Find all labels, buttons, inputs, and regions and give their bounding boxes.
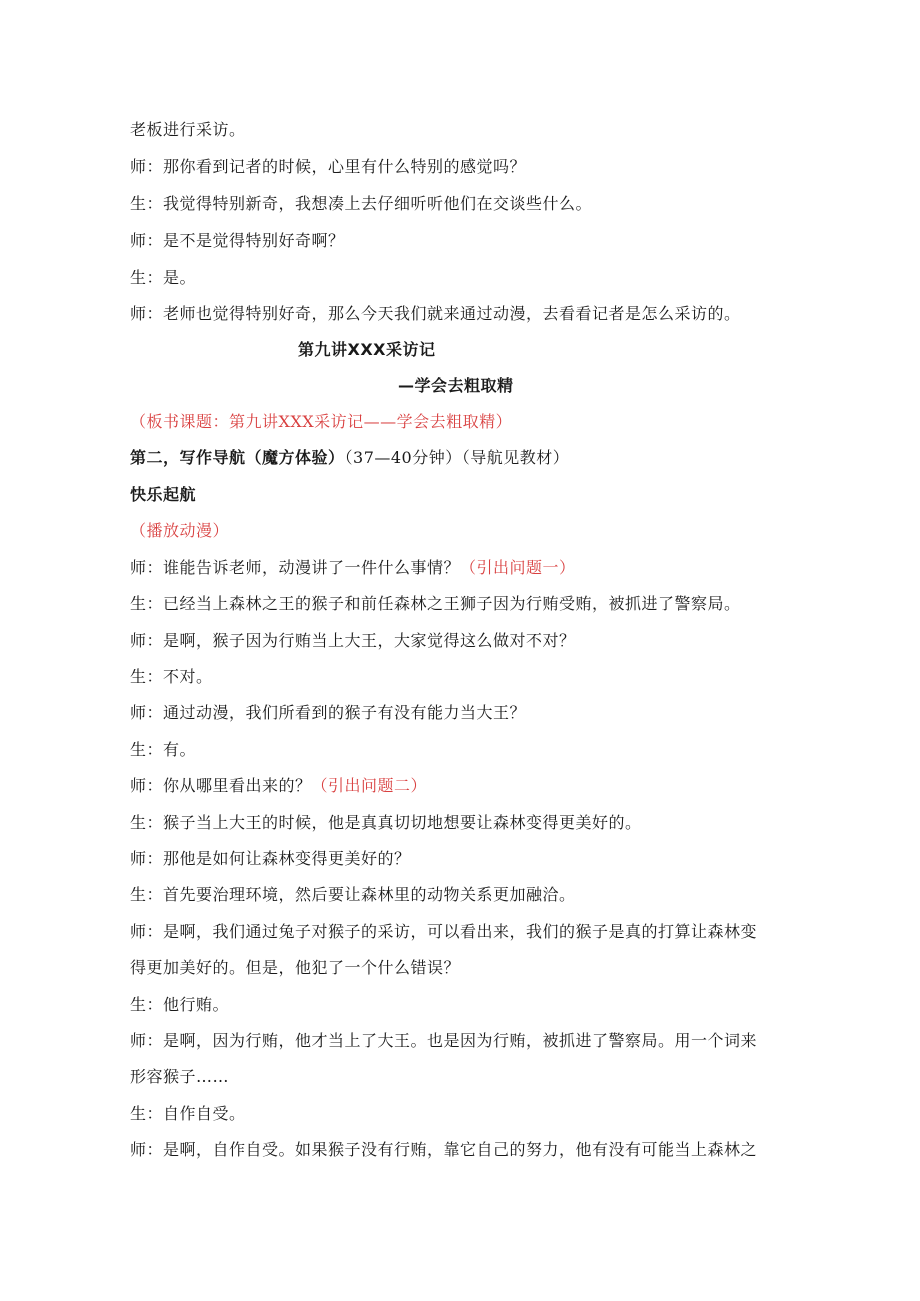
- dialogue-line: 生：首先要治理环境，然后要让森林里的动物关系更加融洽。: [130, 885, 576, 904]
- dialogue-line-continued: 形容猴子……: [130, 1067, 230, 1086]
- dialogue-line: 师：是啊，我们通过兔子对猴子的采访，可以看出来，我们的猴子是真的打算让森林变: [130, 922, 758, 941]
- dialogue-line: [130, 775, 427, 797]
- dialogue-line: 生：不对。: [130, 667, 213, 686]
- paragraph-line: 老板进行采访。: [130, 120, 246, 139]
- dialogue-line: 生：自作自受。: [130, 1104, 246, 1123]
- dialogue-line: 师：是啊，猴子因为行贿当上大王，大家觉得这么做对不对？: [130, 631, 576, 650]
- dialogue-text: 师：谁能告诉老师，动漫讲了一件什么事情？: [130, 558, 461, 577]
- dialogue-line: 师：那他是如何让森林变得更美好的？: [130, 849, 411, 868]
- section-heading-detail: （37—40分钟）（导航见教材）: [344, 448, 570, 467]
- dialogue-line-continued: 得更加美好的。但是，他犯了一个什么错误？: [130, 958, 461, 977]
- question-note: （引出问题一）: [460, 558, 576, 577]
- lesson-title: 第九讲XXX采访记: [298, 340, 436, 359]
- dialogue-text: 师：你从哪里看出来的？: [130, 776, 312, 795]
- blackboard-note: （板书课题：第九讲XXX采访记——学会去粗取精）: [130, 412, 513, 431]
- subsection-heading: 快乐起航: [130, 485, 197, 504]
- lesson-subtitle: —学会去粗取精: [398, 376, 514, 395]
- stage-note: （播放动漫）: [130, 521, 230, 540]
- dialogue-line: 师：是啊，自作自受。如果猴子没有行贿，靠它自己的努力，他有没有可能当上森林之: [130, 1140, 758, 1159]
- dialogue-line: 生：是。: [130, 268, 197, 287]
- dialogue-line: 师：通过动漫，我们所看到的猴子有没有能力当大王？: [130, 703, 527, 722]
- dialogue-line: 师：老师也觉得特别好奇，那么今天我们就来通过动漫，去看看记者是怎么采访的。: [130, 304, 741, 323]
- dialogue-line: 生：他行贿。: [130, 995, 230, 1014]
- dialogue-line: 师：是不是觉得特别好奇啊？: [130, 231, 345, 250]
- dialogue-line: 师：是啊，因为行贿，他才当上了大王。也是因为行贿，被抓进了警察局。用一个词来: [130, 1031, 758, 1050]
- section-heading-title: 第二，写作导航（魔方体验）: [130, 448, 345, 467]
- dialogue-line: 生：有。: [130, 740, 197, 759]
- dialogue-line: 生：已经当上森林之王的猴子和前任森林之王狮子因为行贿受贿，被抓进了警察局。: [130, 594, 741, 613]
- question-note: （引出问题二）: [311, 776, 428, 795]
- dialogue-line: 生：我觉得特别新奇，我想凑上去仔细听听他们在交谈些什么。: [130, 194, 593, 213]
- dialogue-line: 生：猴子当上大王的时候，他是真真切切地想要让森林变得更美好的。: [130, 813, 642, 832]
- dialogue-line: [130, 557, 576, 579]
- dialogue-line: 师：那你看到记者的时候，心里有什么特别的感觉吗？: [130, 157, 527, 176]
- section-heading: [130, 447, 569, 469]
